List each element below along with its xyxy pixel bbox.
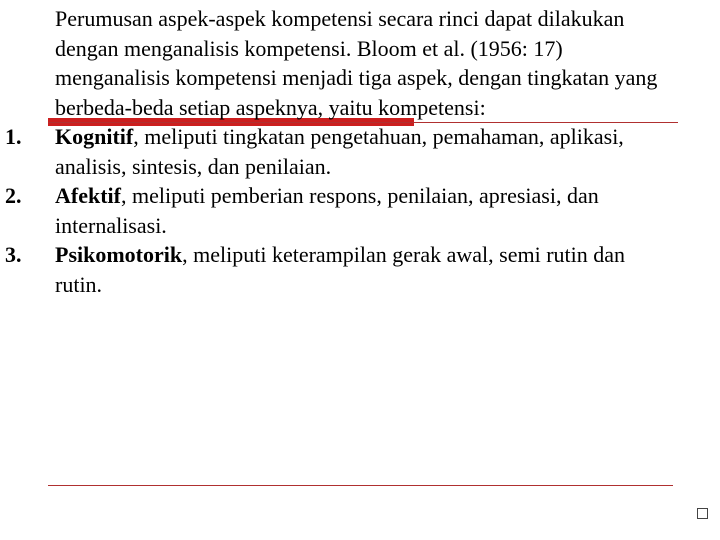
list-number: 3. — [5, 242, 22, 267]
list-item-kognitif — [0, 122, 660, 181]
term-kognitif: Kognitif — [55, 124, 134, 149]
description-kognitif: , meliputi tingkatan pengetahuan, pemahaman, aplikasi, analisis, sintesis, dan penilaian. — [55, 124, 624, 179]
bottom-divider — [48, 485, 673, 486]
term-afektif: Afektif — [55, 183, 121, 208]
list-item-psikomotorik — [0, 240, 660, 299]
list-item-afektif — [0, 181, 660, 240]
intro-paragraph: Perumusan aspek-aspek kompetensi secara rinci dapat dilakukan dengan menganalisis kompetensi. Bloom et al. (1956: 17) menganalisis kompetensi menjadi tiga aspek, dengan tingkatan yang berbeda-beda setiap aspeknya, yaitu kompetensi: — [55, 6, 658, 120]
competency-list — [0, 122, 700, 299]
slide-content — [0, 4, 700, 299]
term-psikomotorik: Psikomotorik — [55, 242, 183, 267]
square-bullet-icon — [697, 508, 708, 519]
description-afektif: , meliputi pemberian respons, penilaian, apresiasi, dan internalisasi. — [55, 183, 599, 238]
list-number: 2. — [5, 183, 22, 208]
description-psikomotorik: , meliputi keterampilan gerak awal, semi rutin dan rutin. — [55, 242, 626, 297]
list-number: 1. — [5, 124, 22, 149]
